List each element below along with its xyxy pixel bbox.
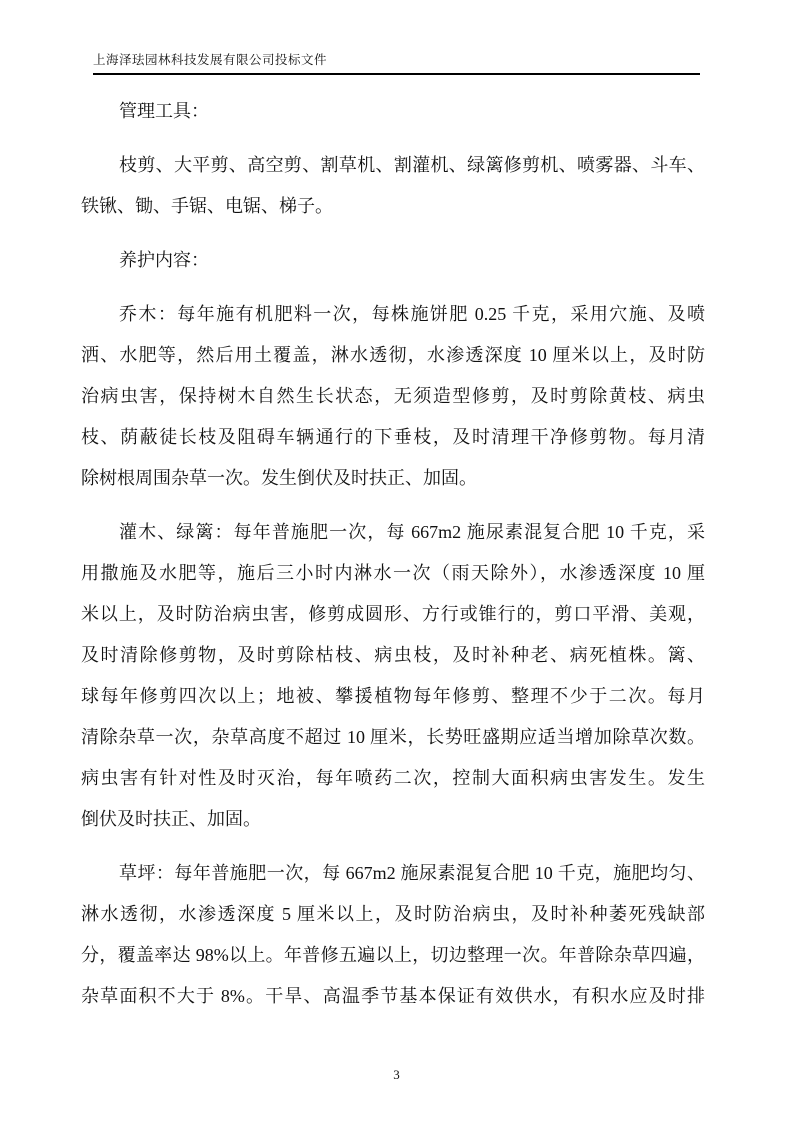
text-line: 用撒施及水肥等，施后三小时内淋水一次（雨天除外），水渗透深度 10 厘 — [81, 563, 705, 583]
text-line: 分，覆盖率达 98%以上。年普修五遍以上，切边整理一次。年普除杂草四遍， — [81, 945, 705, 965]
text-line: 球每年修剪四次以上；地被、攀援植物每年修剪、整理不少于二次。每月 — [81, 686, 705, 706]
paragraph — [81, 240, 705, 281]
text-line: 倒伏及时扶正、加固。 — [81, 809, 261, 829]
text-line: 病虫害有针对性及时灭治，每年喷药二次，控制大面积病虫害发生。发生 — [81, 768, 705, 788]
text-line: 及时清除修剪物，及时剪除枯枝、病虫枝，及时补种老、病死植株。篱、 — [81, 645, 705, 665]
page-footer — [0, 1066, 793, 1083]
text-line: 洒、水肥等，然后用土覆盖，淋水透彻，水渗透深度 10 厘米以上，及时防 — [81, 345, 705, 365]
text-line: 清除杂草一次，杂草高度不超过 10 厘米，长势旺盛期应适当增加除草次数。 — [81, 727, 705, 747]
text-line: 灌木、绿篱：每年普施肥一次，每 667m2 施尿素混复合肥 10 千克，采 — [119, 522, 705, 542]
paragraph — [81, 294, 705, 499]
text-line: 养护内容： — [119, 250, 209, 270]
text-line: 乔木：每年施有机肥料一次，每株施饼肥 0.25 千克，采用穴施、及喷 — [119, 304, 705, 324]
text-line: 管理工具： — [119, 101, 209, 121]
text-line: 杂草面积不大于 8%。干旱、高温季节基本保证有效供水，有积水应及时排 — [81, 986, 705, 1006]
text-line: 除树根周围杂草一次。发生倒伏及时扶正、加固。 — [81, 468, 477, 488]
text-line: 枝剪、大平剪、高空剪、割草机、割灌机、绿篱修剪机、喷雾器、斗车、 — [119, 155, 705, 175]
document-body — [81, 91, 705, 1030]
header-title: 上海泽珐园林科技发展有限公司投标文件 — [93, 53, 328, 67]
paragraph — [81, 512, 705, 840]
paragraph — [81, 91, 705, 132]
text-line: 草坪：每年普施肥一次，每 667m2 施尿素混复合肥 10 千克，施肥均匀、 — [119, 863, 705, 883]
page-header — [93, 53, 700, 75]
text-line: 淋水透彻，水渗透深度 5 厘米以上，及时防治病虫，及时补种萎死残缺部 — [81, 904, 705, 924]
paragraph — [81, 145, 705, 227]
page-number: 3 — [393, 1067, 400, 1082]
text-line: 枝、荫蔽徒长枝及阻碍车辆通行的下垂枝，及时清理干净修剪物。每月清 — [81, 427, 705, 447]
text-line: 铁锹、锄、手锯、电锯、梯子。 — [81, 196, 333, 216]
text-line: 米以上，及时防治病虫害，修剪成圆形、方行或锥行的，剪口平滑、美观， — [81, 604, 705, 624]
paragraph — [81, 853, 705, 1017]
text-line: 治病虫害，保持树木自然生长状态，无须造型修剪，及时剪除黄枝、病虫 — [81, 386, 705, 406]
